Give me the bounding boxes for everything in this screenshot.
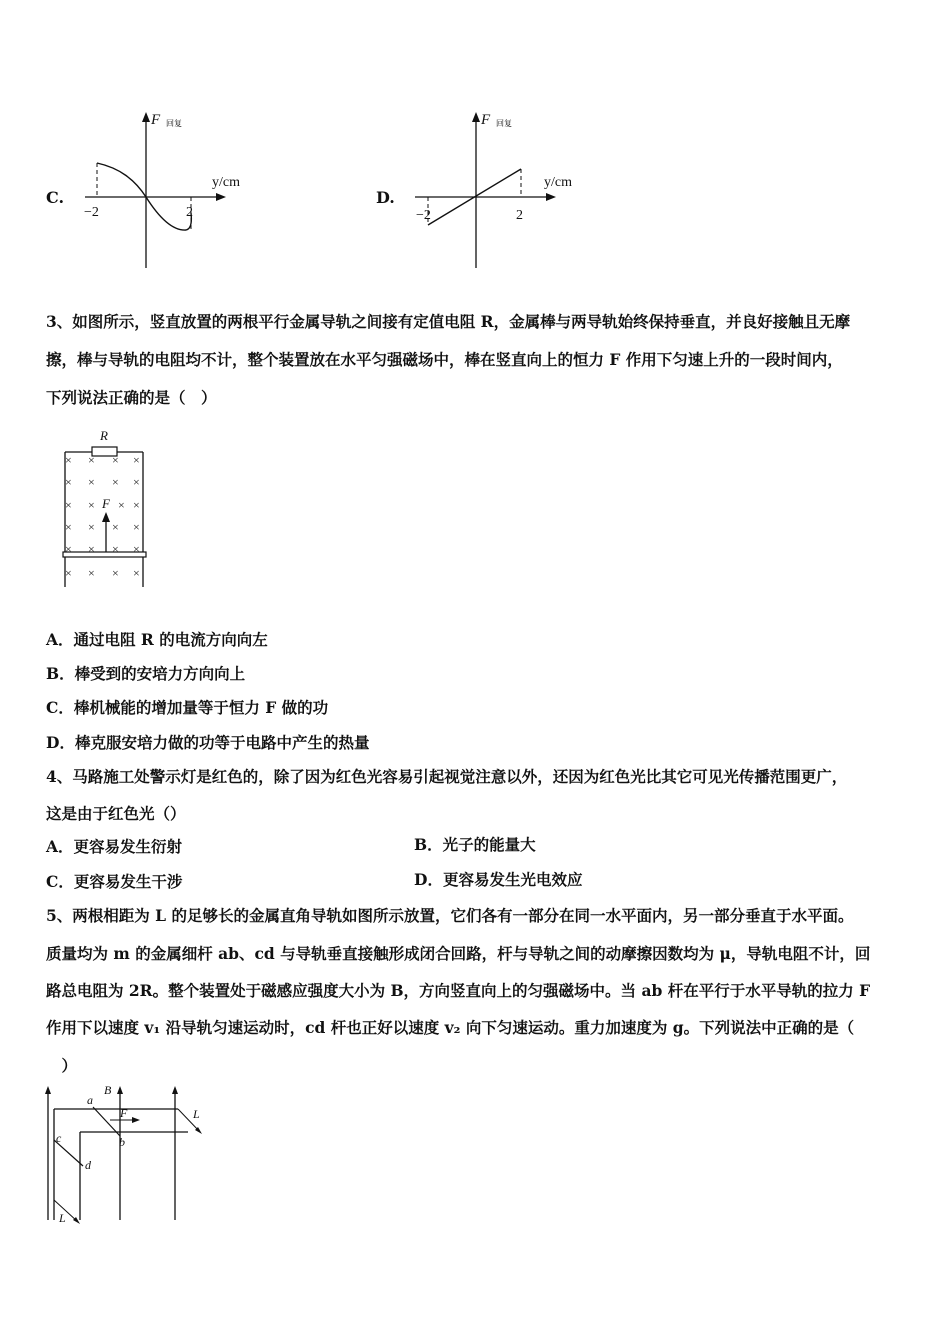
graph-d-f-arrow xyxy=(472,112,480,122)
field-mark: × xyxy=(118,498,125,512)
field-mark: × xyxy=(112,520,119,534)
q5-rail-arrow-1 xyxy=(45,1086,51,1094)
graph-d-label: D. xyxy=(376,188,395,207)
graph-d-y-arrow xyxy=(546,193,556,201)
graph-c-label: C. xyxy=(46,188,65,207)
field-mark: × xyxy=(133,453,140,467)
q4-option-a[interactable]: A．更容易发生衍射 xyxy=(46,837,183,856)
q5-figure xyxy=(38,1080,218,1230)
q4-line-1: 4、马路施工处警示灯是红色的，除了因为红色光容易引起视觉注意以外，还因为红色光比其它可见光传播范围更广， xyxy=(46,767,848,786)
q5-rail-arrow-2 xyxy=(117,1086,123,1094)
q5-label-field: B xyxy=(104,1083,112,1097)
q5-line-2: 质量均为 m 的金属细杆 ab、cd 与导轨垂直接触形成闭合回路，杆与导轨之间的动摩擦因数均为 μ，导轨电阻不计，回 xyxy=(46,944,871,963)
graph-c-tick-pos: 2 xyxy=(186,205,193,220)
field-mark: × xyxy=(88,475,95,489)
q3-option-c[interactable]: C．棒机械能的增加量等于恒力 F 做的功 xyxy=(46,698,329,717)
field-mark: × xyxy=(88,542,95,556)
q3-figure xyxy=(55,422,165,592)
graph-d-f-label: F xyxy=(481,112,491,128)
q5-label-a: a xyxy=(87,1093,93,1107)
graph-c-y-arrow xyxy=(216,193,226,201)
graph-c-plot xyxy=(40,108,280,273)
field-mark: × xyxy=(65,453,72,467)
field-mark: × xyxy=(112,475,119,489)
field-mark: × xyxy=(65,475,72,489)
graph-d-tick-neg: −2 xyxy=(416,208,431,223)
q5-label-c: c xyxy=(56,1131,62,1145)
q3-line-1: 3、如图所示，竖直放置的两根平行金属导轨之间接有定值电阻 R，金属棒与两导轨始终保持垂直，并良好接触且无摩 xyxy=(46,312,851,331)
graph-d-y-label: y/cm xyxy=(544,175,572,190)
q3-option-d[interactable]: D．棒克服安培力做的功等于电路中产生的热量 xyxy=(46,733,370,752)
graph-c-f-sub: 回复 xyxy=(166,119,182,128)
q3-option-b[interactable]: B．棒受到的安培力方向向上 xyxy=(46,664,246,683)
q3-line-2: 擦，棒与导轨的电阻均不计，整个装置放在水平匀强磁场中，棒在竖直向上的恒力 F 作用下匀速上升的一段时间内， xyxy=(46,350,843,369)
graph-d xyxy=(370,108,610,273)
q4-line-2: 这是由于红色光（） xyxy=(46,804,186,823)
q3-force-label: F xyxy=(102,496,110,511)
q5-line-4: 作用下以速度 v₁ 沿导轨匀速运动时，cd 杆也正好以速度 v₂ 向下匀速运动。重力加速度为 g。下列说法中正确的是（ xyxy=(46,1018,855,1037)
field-mark: × xyxy=(133,542,140,556)
q3-line-3: 下列说法正确的是（ ） xyxy=(46,388,217,407)
graph-c xyxy=(40,108,280,273)
field-mark: × xyxy=(112,566,119,580)
graph-c-f-label: F xyxy=(151,112,161,128)
q3-option-a[interactable]: A．通过电阻 R 的电流方向向左 xyxy=(46,630,268,649)
q3-resistor-label: R xyxy=(100,428,108,443)
q5-force-head xyxy=(132,1117,140,1123)
graph-c-y-label: y/cm xyxy=(212,175,240,190)
field-mark: × xyxy=(133,520,140,534)
field-mark: × xyxy=(88,520,95,534)
field-mark: × xyxy=(65,566,72,580)
field-mark: × xyxy=(133,475,140,489)
q5-line-5: ） xyxy=(46,1056,78,1075)
field-mark: × xyxy=(133,566,140,580)
graph-d-f-sub: 回复 xyxy=(496,119,512,128)
graph-c-tick-neg: −2 xyxy=(84,205,99,220)
field-mark: × xyxy=(65,520,72,534)
graph-c-f-arrow xyxy=(142,112,150,122)
q5-label-l-bottom: L xyxy=(59,1211,66,1225)
field-mark: × xyxy=(88,498,95,512)
field-mark: × xyxy=(65,498,72,512)
q5-label-l-top: L xyxy=(193,1107,200,1121)
q4-option-d[interactable]: D．更容易发生光电效应 xyxy=(414,870,583,889)
field-mark: × xyxy=(112,453,119,467)
q5-line-1: 5、两根相距为 L 的足够长的金属直角导轨如图所示放置，它们各有一部分在同一水平面内，另一部分垂直于水平面。 xyxy=(46,906,854,925)
q3-field-marks xyxy=(65,453,140,580)
q3-force-arrowhead xyxy=(102,512,110,522)
graph-d-plot xyxy=(370,108,610,273)
q5-label-force: F xyxy=(120,1106,128,1120)
q5-label-b: b xyxy=(119,1135,125,1149)
field-mark: × xyxy=(65,542,72,556)
field-mark: × xyxy=(133,498,140,512)
field-mark: × xyxy=(112,542,119,556)
field-mark: × xyxy=(88,453,95,467)
graph-d-tick-pos: 2 xyxy=(516,208,523,223)
field-mark: × xyxy=(88,566,95,580)
q4-option-b[interactable]: B．光子的能量大 xyxy=(414,835,536,854)
q5-rail-arrow-3 xyxy=(172,1086,178,1094)
q5-label-d: d xyxy=(85,1158,91,1172)
q5-line-3: 路总电阻为 2R。整个装置处于磁感应强度大小为 B，方向竖直向上的匀强磁场中。当 ab 杆在平行于水平导轨的拉力 F xyxy=(46,981,871,1000)
q4-option-c[interactable]: C．更容易发生干涉 xyxy=(46,872,183,891)
